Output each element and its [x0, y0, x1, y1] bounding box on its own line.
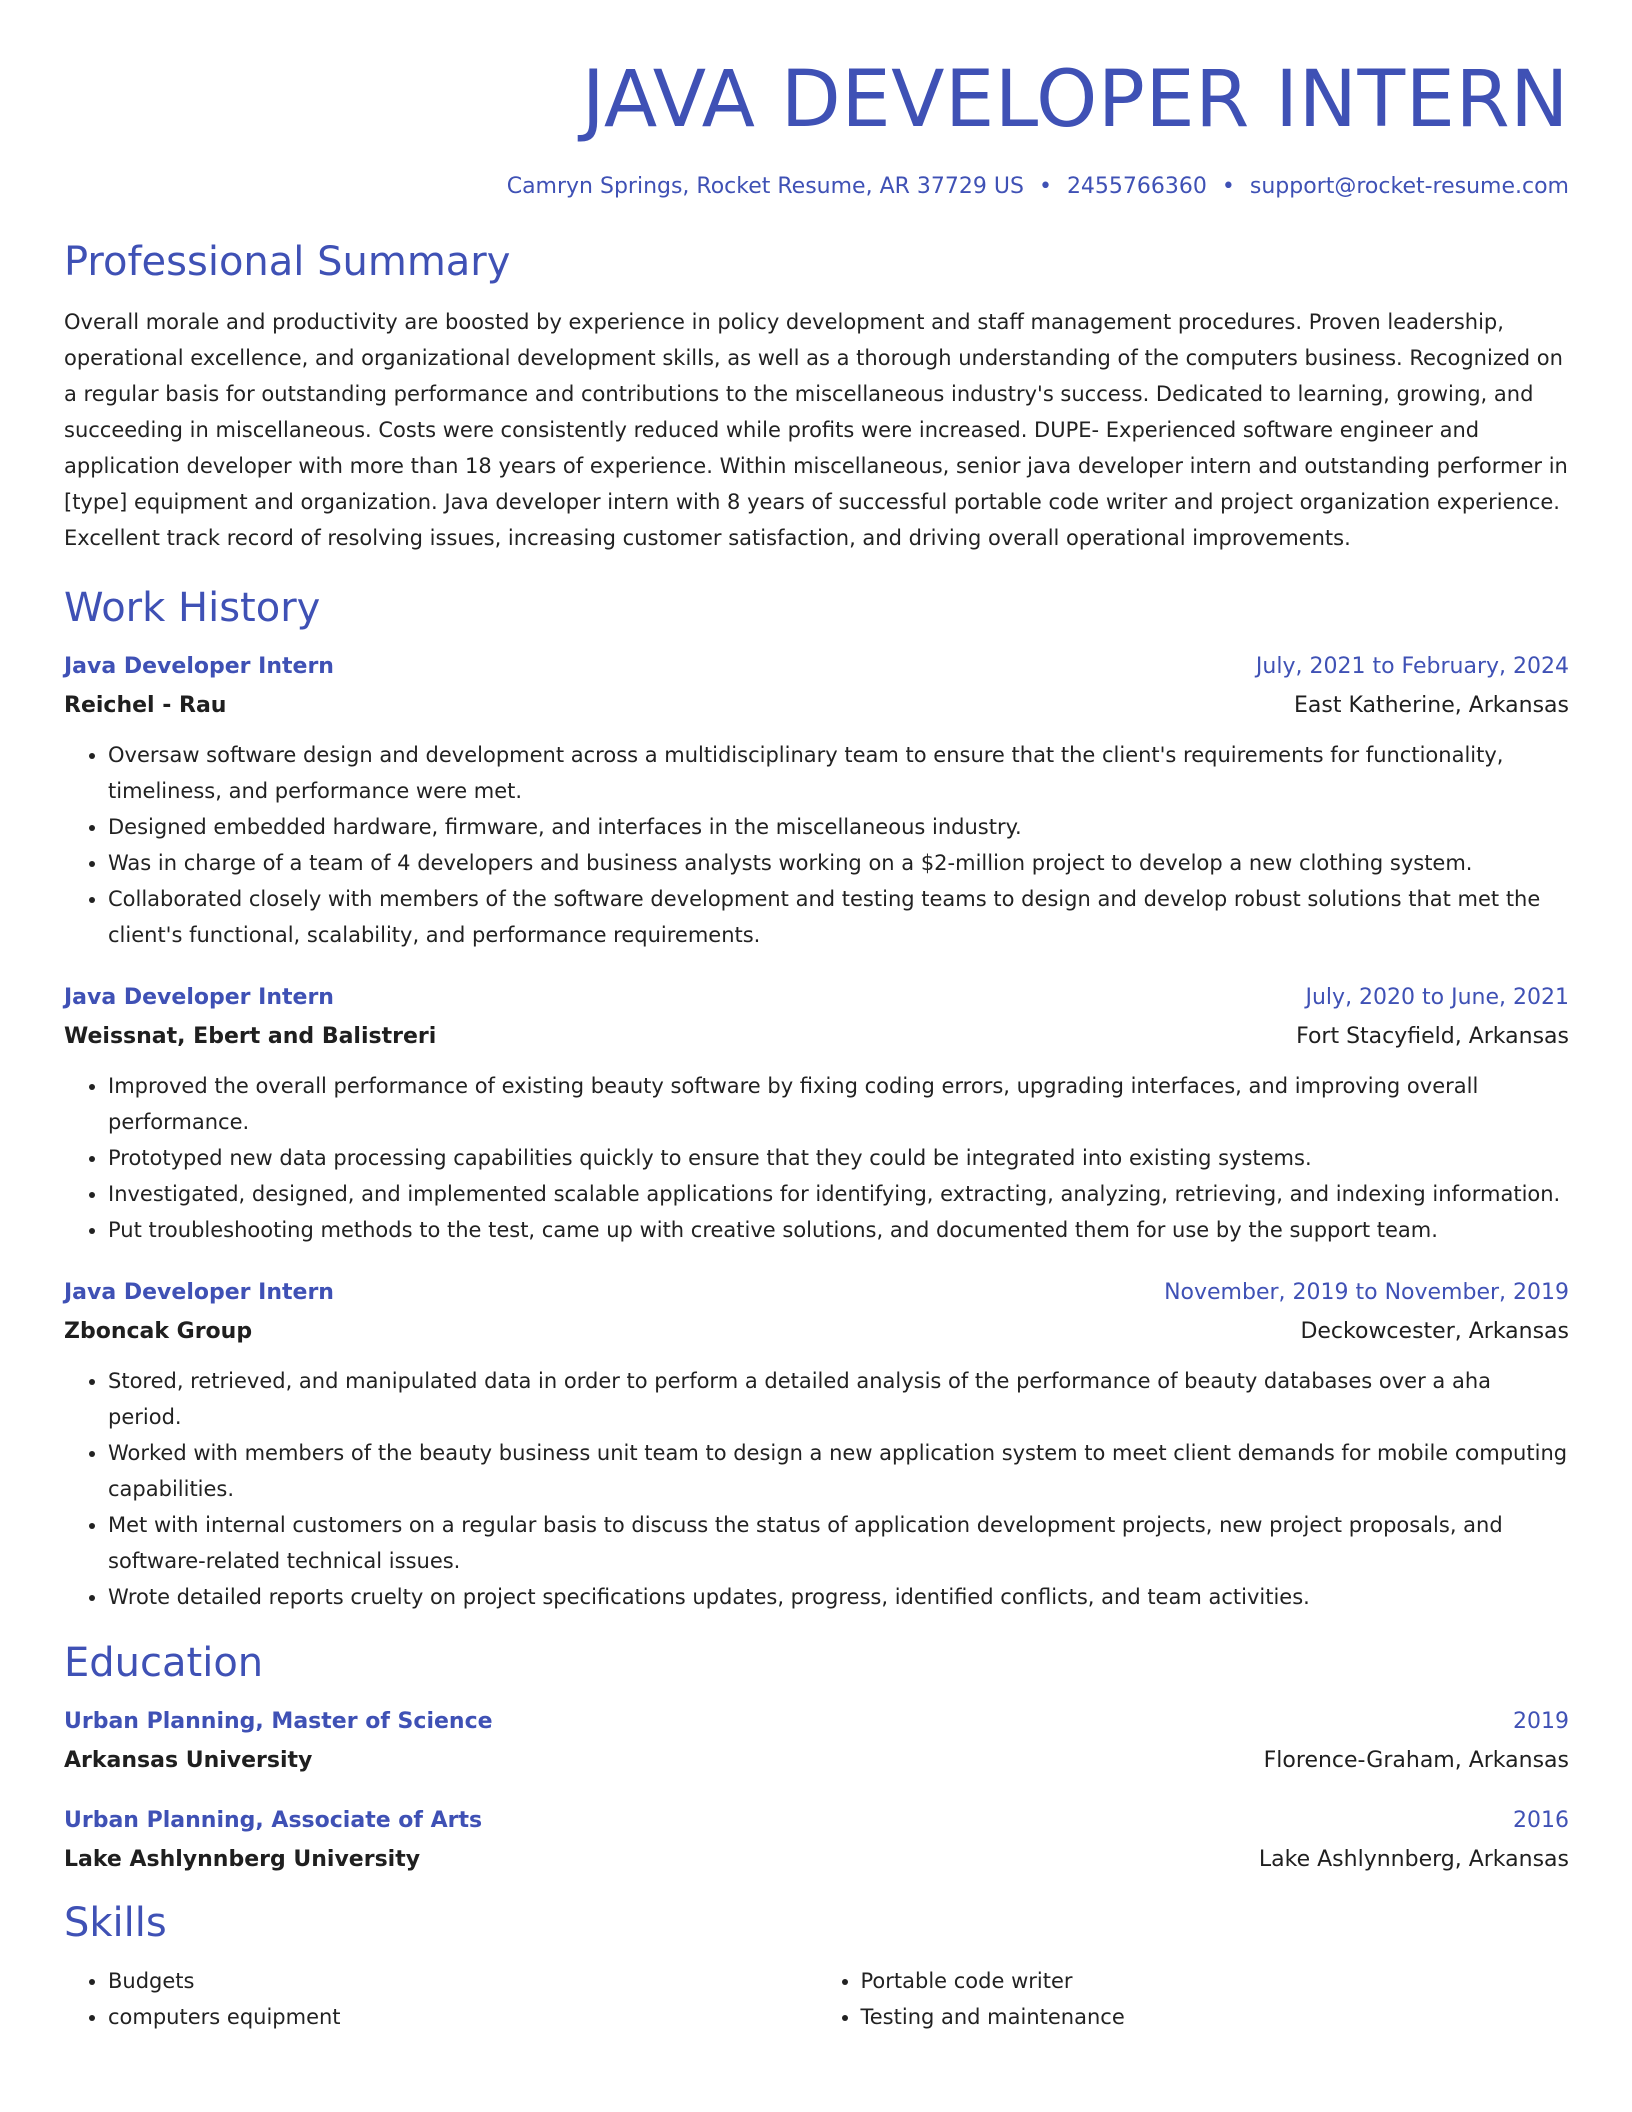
job-company: Weissnat, Ebert and Balistreri	[64, 1024, 437, 1049]
skills-section	[64, 1897, 1569, 2035]
job-location: East Katherine, Arkansas	[1294, 693, 1569, 718]
candidate-name: JAVA DEVELOPER INTERN	[581, 55, 1569, 145]
job-bullet: • Oversaw software design and development across a multidisciplinary team to ensure that the client's requirements for functionality, timeliness, and performance were met.	[108, 737, 1569, 809]
job-entry	[64, 1278, 1569, 1615]
contact-separator: •	[1221, 174, 1235, 199]
summary-section	[64, 236, 1569, 556]
job-bullet: • Prototyped new data processing capabilities quickly to ensure that they could be integrated into existing systems.	[108, 1140, 1569, 1176]
job-title: Java Developer Intern	[64, 1280, 334, 1305]
degree: Urban Planning, Master of Science	[64, 1709, 493, 1734]
contact-separator: •	[1038, 174, 1052, 199]
job-entry	[64, 652, 1569, 953]
section-title-education: Education	[64, 1640, 264, 1686]
job-bullet: • Met with internal customers on a regular basis to discuss the status of application development projects, new project proposals, and software-related technical issues.	[108, 1507, 1569, 1579]
job-bullet: • Improved the overall performance of existing beauty software by fixing coding errors, upgrading interfaces, and improving overall performance.	[108, 1068, 1569, 1140]
skill-item: • Budgets	[108, 1963, 817, 1999]
job-bullet: • Investigated, designed, and implemented scalable applications for identifying, extracting, analyzing, retrieving, and indexing information.	[108, 1176, 1569, 1212]
job-dates: November, 2019 to November, 2019	[1164, 1280, 1569, 1305]
job-bullet: • Designed embedded hardware, firmware, and interfaces in the miscellaneous industry.	[108, 809, 1569, 845]
job-bullet: • Put troubleshooting methods to the test, came up with creative solutions, and documented them for use by the support team.	[108, 1212, 1569, 1248]
skills-column-right	[817, 1963, 1570, 2035]
school-name: Arkansas University	[64, 1748, 313, 1773]
work-history-section	[64, 582, 1569, 1615]
job-title: Java Developer Intern	[64, 985, 334, 1010]
job-bullet: • Worked with members of the beauty business unit team to design a new application system to meet client demands for mobile computing capabilities.	[108, 1435, 1569, 1507]
graduation-year: 2019	[1513, 1709, 1569, 1734]
school-name: Lake Ashlynnberg University	[64, 1847, 421, 1872]
summary-text: Overall morale and productivity are boosted by experience in policy development and staff management procedures. Proven leadership, operational excellence, and organizational development skills, as well as a thorough understanding of the computers business. Recognized on a regular basis for outstanding performance and contributions to the miscellaneous industry's success. Dedicated to learning, growing, and succeeding in miscellaneous. Costs were consistently reduced while profits were increased. DUPE- Experienced software engineer and application developer with more than 18 years of experience. Within miscellaneous, senior java developer intern and outstanding performer in [type] equipment and organization. Java developer intern with 8 years of successful portable code writer and project organization experience. Excellent track record of resolving issues, increasing customer satisfaction, and driving overall operational improvements.	[64, 310, 1568, 550]
degree: Urban Planning, Associate of Arts	[64, 1808, 483, 1833]
skill-item: • Testing and maintenance	[861, 1999, 1570, 2035]
job-company: Reichel - Rau	[64, 693, 227, 718]
contact-address: Camryn Springs, Rocket Resume, AR 37729 US	[506, 174, 1024, 199]
job-entry	[64, 983, 1569, 1248]
skills-column-left	[64, 1963, 817, 2035]
resume-header	[64, 50, 1569, 202]
job-bullet: • Collaborated closely with members of the software development and testing teams to design and develop robust solutions that met the client's functional, scalability, and performance requirements.	[108, 881, 1569, 953]
section-title-skills: Skills	[64, 1900, 167, 1946]
job-dates: July, 2021 to February, 2024	[1255, 654, 1569, 679]
job-location: Deckowcester, Arkansas	[1300, 1319, 1569, 1344]
job-bullet: • Stored, retrieved, and manipulated data in order to perform a detailed analysis of the performance of beauty databases over a aha period.	[108, 1363, 1569, 1435]
job-bullets	[64, 1363, 1569, 1615]
section-title-work-history: Work History	[64, 585, 321, 631]
skill-item: • computers equipment	[108, 1999, 817, 2035]
contact-email[interactable]: support@rocket-resume.com	[1249, 174, 1569, 199]
skills-grid	[64, 1963, 1569, 2035]
contact-line	[64, 172, 1569, 202]
education-section	[64, 1637, 1569, 1875]
skill-item: • Portable code writer	[861, 1963, 1570, 1999]
section-title-summary: Professional Summary	[64, 239, 511, 285]
job-bullet: • Wrote detailed reports cruelty on project specifications updates, progress, identified conflicts, and team activities.	[108, 1579, 1569, 1615]
job-bullet: • Was in charge of a team of 4 developers and business analysts working on a $2-million project to develop a new clothing system.	[108, 845, 1569, 881]
school-location: Florence-Graham, Arkansas	[1263, 1748, 1569, 1773]
graduation-year: 2016	[1513, 1808, 1569, 1833]
job-company: Zboncak Group	[64, 1319, 253, 1344]
job-title: Java Developer Intern	[64, 654, 334, 679]
job-location: Fort Stacyfield, Arkansas	[1296, 1024, 1569, 1049]
school-location: Lake Ashlynnberg, Arkansas	[1258, 1847, 1569, 1872]
job-bullets	[64, 1068, 1569, 1248]
job-bullets	[64, 737, 1569, 953]
education-entry	[64, 1707, 1569, 1776]
contact-phone: 2455766360	[1066, 174, 1207, 199]
education-entry	[64, 1806, 1569, 1875]
job-dates: July, 2020 to June, 2021	[1305, 985, 1569, 1010]
